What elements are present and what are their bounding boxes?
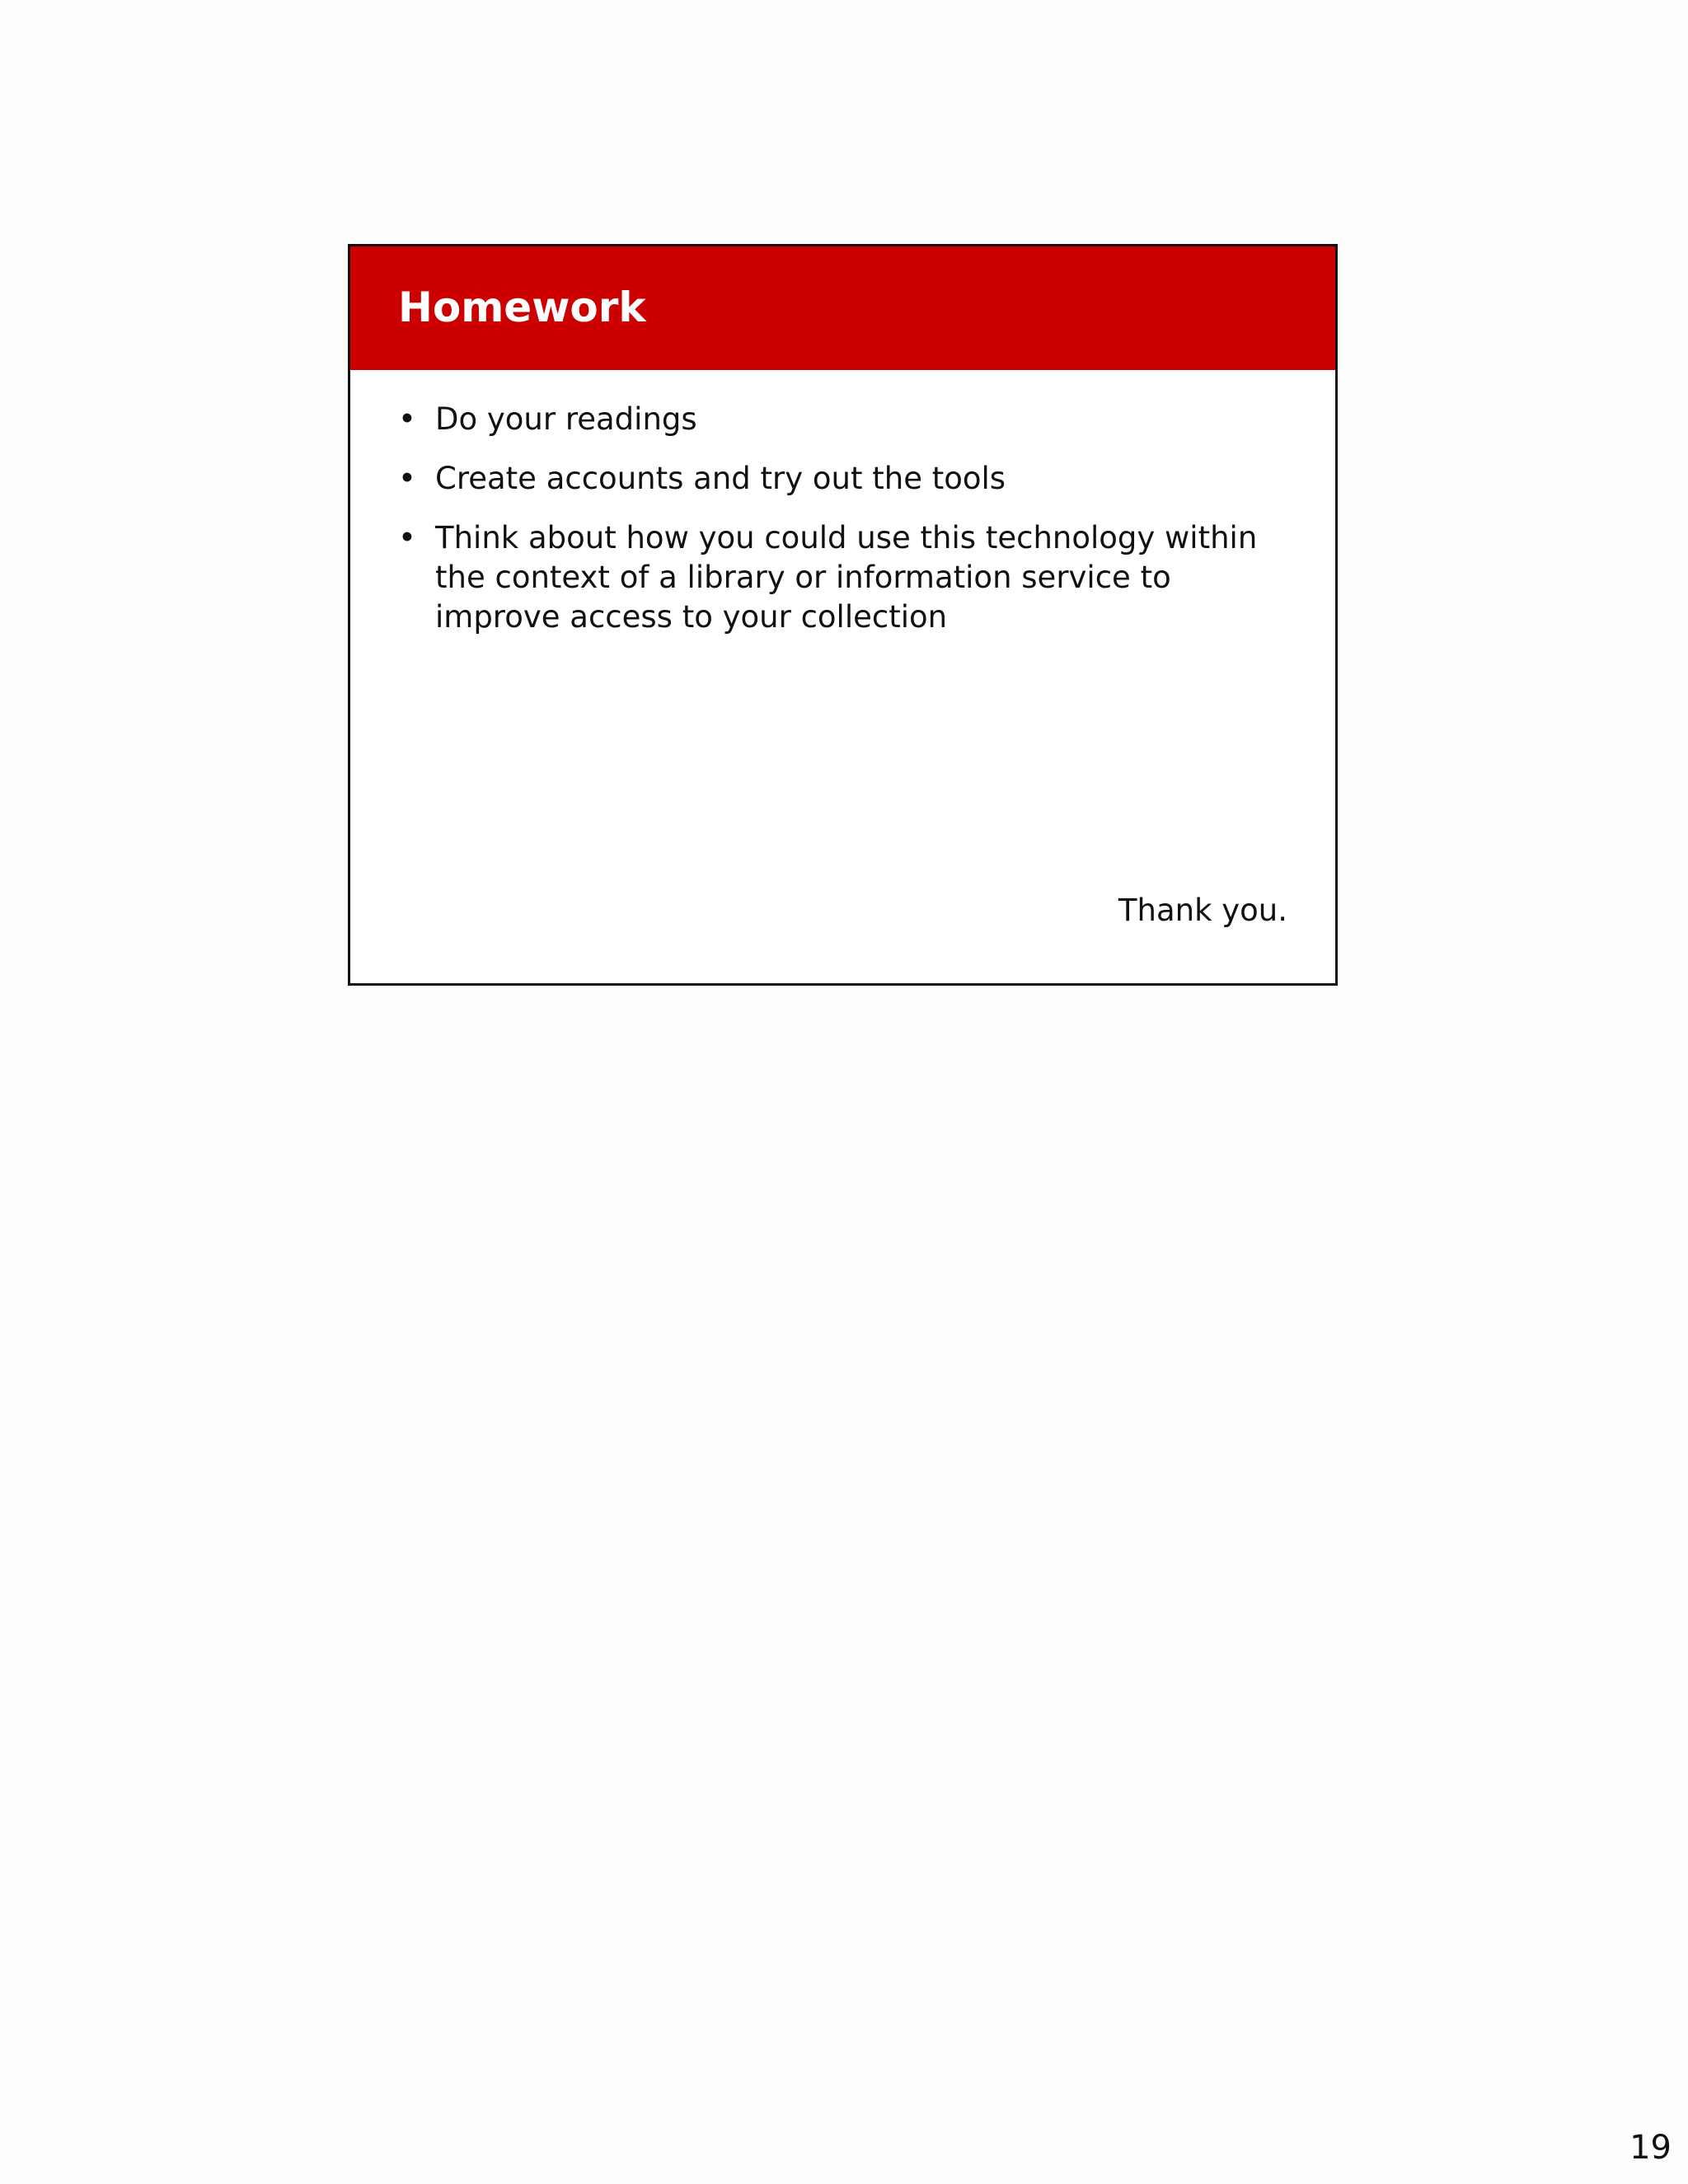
bullet-item [398,400,1272,439]
bullet-text: Create accounts and try out the tools [435,461,1006,496]
bullet-list [398,400,1272,657]
bullet-icon: • [398,401,416,437]
bullet-icon: • [398,520,416,555]
slide-header-bar [350,246,1335,370]
slide-title: Homework [398,284,646,331]
page-number: 19 [1629,2129,1672,2167]
bullet-item [398,518,1272,637]
bullet-text: Think about how you could use this technology within the context of a library or information service to improve access to your collection [435,520,1258,635]
bullet-text: Do your readings [435,401,697,437]
closing-text: Thank you. [1118,893,1287,928]
bullet-icon: • [398,461,416,496]
slide [348,244,1338,986]
bullet-item [398,459,1272,499]
